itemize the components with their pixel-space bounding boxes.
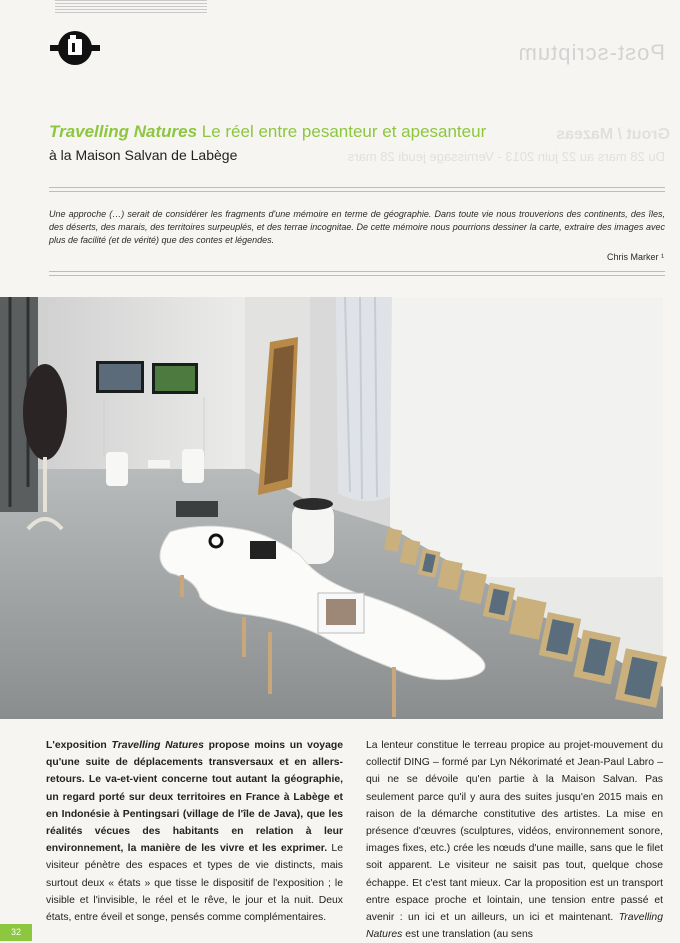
article-title-rest: Le réel entre pesanteur et apesanteur — [197, 122, 487, 141]
body-lead-start: L'exposition — [46, 740, 112, 751]
body-column-1 — [46, 737, 343, 943]
exhibition-photo — [0, 297, 663, 719]
section-logo-icon — [50, 28, 100, 68]
show-through-dates: Du 28 mars au 22 juin 2013 - Vernissage jeudi 28 mars — [347, 149, 665, 164]
body-lead-italic: Travelling Natures — [111, 740, 204, 751]
page-number: 32 — [0, 924, 32, 941]
show-through-heading: Post-scriptum — [517, 40, 665, 65]
epigraph-author: Chris Marker ¹ — [606, 252, 664, 262]
epigraph-text: Une approche (…) serait de considérer les fragments d'une mémoire en terme de géographie. Dans toute vie nous trouverions des continents, des îles, des déserts, des marais, des territoires surpeuplés, et des terrae incognitae. De cette mémoire nous pourrions dessiner la carte, extraire des images avec plus de facilité (et de vérité) que des contes et légendes. — [49, 209, 665, 245]
article-subtitle: à la Maison Salvan de Labège — [49, 147, 238, 163]
article-title-italic: Travelling Natures — [49, 122, 198, 141]
bottom-divider — [49, 271, 665, 276]
body-col2-text: La lenteur constitue le terreau propice au projet-mouvement du collectif DING – formé par Lyn Nékorimaté et Jean-Paul Labro – qui ne se dévoile qu'en partie à la Maison Salvan. Pas seulement parce qu'il y aura des suites jusqu'en 2015 mais en raison de la démarche constitutive des artistes. La mise en présence d'œuvres (sculptures, vidéos, environnement sonore, images fixes, etc.) crée les nœuds d'une maille, sans que le filet soit apparent. Le visiteur ne saisit pas tout, quelque chose échappe. Et c'est tant mieux. Car la proposition est un transport entre espace proche et lointain, une tension entre passé et avenir : un ici et un ailleurs, un ici et maintenant. — [366, 740, 663, 924]
body-col2-end: est une translation (au sens — [402, 929, 533, 941]
body-column-2 — [366, 737, 663, 943]
body-col2-italic: Travelling Natures — [366, 912, 663, 941]
show-through-title: Grout / Mazeas — [556, 126, 670, 143]
article-body — [46, 737, 663, 943]
top-divider — [49, 187, 665, 192]
article-title — [49, 122, 519, 142]
body-lead-bold: propose moins un voyage qu'une suite de déplacements transversaux et en allers-retours. Le va-et-vient concerne tout autant la géographie, un regard porté sur deux territoires en France à Labège et en Indonésie à Pentingsari (village de l'île de Java), que les réalités vécues des habitants en relation à leur environnement, la manière de les vivre et les exprimer. — [46, 740, 343, 855]
body-lead-rest: Le visiteur pénètre des espaces et types de vie distincts, mais surtout deux « états » que tisse le dispositif de l'exposition ; le visible et l'invisible, le réel et le rêve, le jour et la nuit. Deux états, entre éveil et songe, pensés comme complémentaires. — [46, 843, 343, 924]
header-hatch-bar — [55, 0, 207, 13]
